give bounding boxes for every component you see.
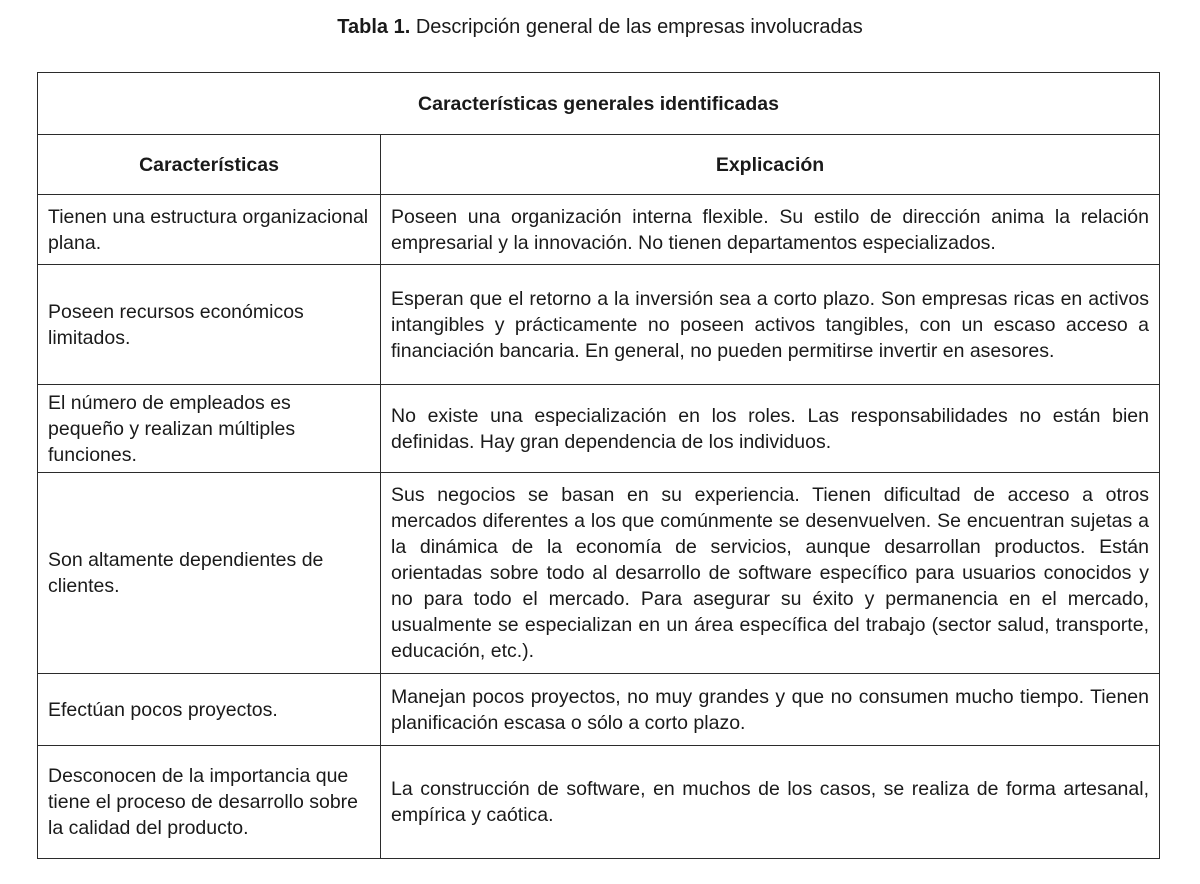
explanation-cell: Sus negocios se basan en su experiencia. Tienen dificultad de acceso a otros mercados diferentes a los que comúnmente se desenvuelven. Se encuentran sujetas a la dinámica de la economía de servicios, aunque desarrollan productos. Están orientadas sobre todo al desarrollo de software específico para usuarios conocidos y no para todo el mercado. Para asegurar su éxito y permanencia en el mercado, usualmente se especializan en un área específica del trabajo (sector salud, transporte, educación, etc.). [381, 473, 1160, 674]
characteristic-cell: El número de empleados es pequeño y realizan múltiples funciones. [38, 385, 381, 473]
characteristic-cell: Desconocen de la importancia que tiene el proceso de desarrollo sobre la calidad del producto. [38, 746, 381, 859]
explanation-cell: La construcción de software, en muchos de los casos, se realiza de forma artesanal, empírica y caótica. [381, 746, 1160, 859]
table-row [38, 674, 1160, 746]
column-header-explanation: Explicación [381, 135, 1160, 195]
column-header-characteristics: Características [38, 135, 381, 195]
characteristics-table [37, 72, 1160, 859]
table-caption [0, 14, 1200, 40]
group-header: Características generales identificadas [38, 73, 1160, 135]
explanation-cell: No existe una especialización en los roles. Las responsabilidades no están bien definidas. Hay gran dependencia de los individuos. [381, 385, 1160, 473]
explanation-cell: Poseen una organización interna flexible. Su estilo de dirección anima la relación empresarial y la innovación. No tienen departamentos especializados. [381, 195, 1160, 265]
table-row [38, 195, 1160, 265]
table-row [38, 265, 1160, 385]
explanation-cell: Esperan que el retorno a la inversión sea a corto plazo. Son empresas ricas en activos intangibles y prácticamente no poseen activos tangibles, con un escaso acceso a financiación bancaria. En general, no pueden permitirse invertir en asesores. [381, 265, 1160, 385]
table-row [38, 746, 1160, 859]
characteristic-cell: Poseen recursos económicos limitados. [38, 265, 381, 385]
characteristic-cell: Tienen una estructura organizacional plana. [38, 195, 381, 265]
table-row [38, 473, 1160, 674]
group-header-row [38, 73, 1160, 135]
explanation-cell: Manejan pocos proyectos, no muy grandes y que no consumen mucho tiempo. Tienen planificación escasa o sólo a corto plazo. [381, 674, 1160, 746]
caption-text: Descripción general de las empresas involucradas [410, 16, 863, 38]
caption-label: Tabla 1. [337, 16, 411, 38]
column-header-row [38, 135, 1160, 195]
table-row [38, 385, 1160, 473]
characteristic-cell: Efectúan pocos proyectos. [38, 674, 381, 746]
characteristic-cell: Son altamente dependientes de clientes. [38, 473, 381, 674]
